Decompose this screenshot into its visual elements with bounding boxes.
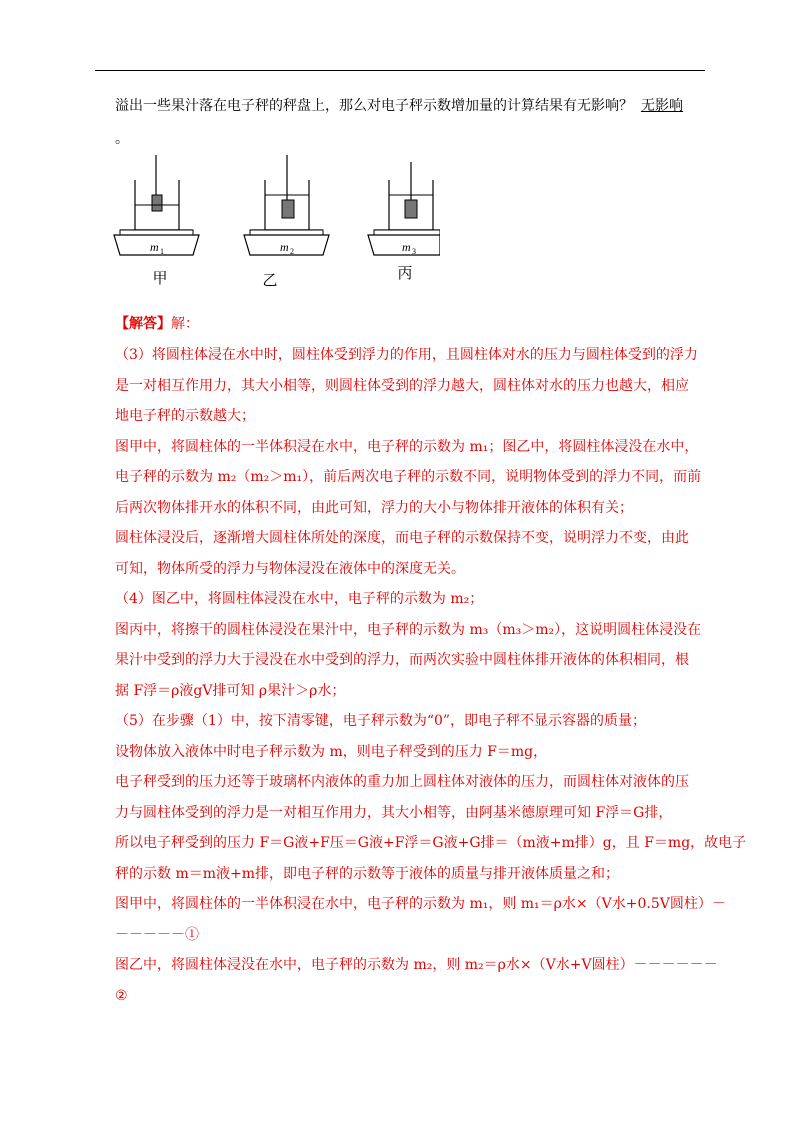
solution-line: 可知，物体所受的浮力与物体浸没在液体中的深度无关。 [115,560,465,577]
solution-line: 电子秤的示数为 m₂（m₂＞m₁），前后两次电子秤的示数不同，说明物体受到的浮力不同，而前 [115,469,702,485]
solution-line: ② [115,987,128,1004]
scale-bing [368,162,440,282]
caption-jia: 甲 [152,269,168,287]
scale-jia-label: m [150,240,159,254]
scale-jia [114,155,199,287]
question-period: 。 [115,131,129,147]
solution-line: 图乙中，将圆柱体浸没在水中，电子秤的示数为 m₂，则 m₂＝ρ水×（V水+V圆柱）－－－－－－ [115,957,718,973]
solution-line: （3）将圆柱体浸在水中时，圆柱体受到浮力的作用，且圆柱体对水的压力与圆柱体受到的浮力 [115,347,698,363]
svg-text:3: 3 [412,247,416,256]
solution-line: 图甲中，将圆柱体的一半体积浸在水中，电子秤的示数为 m₁；图乙中，将圆柱体浸没在水中， [115,438,699,455]
solution-block [115,312,747,1011]
solution-line: 据 F浮＝ρ液gV排可知 ρ果汁＞ρ水； [115,682,346,699]
question-text: 溢出一些果汁落在电子秤的秤盘上，那么对电子秤示数增加量的计算结果有无影响？ [115,98,633,114]
solution-line: 设物体放入液体中时电子秤示数为 m，则电子秤受到的压力 F＝mg， [115,743,548,760]
solution-line: 是一对相互作用力，其大小相等，则圆柱体受到的浮力越大，圆柱体对水的压力也越大，相应 [115,377,689,394]
question-line [115,96,715,116]
scale-yi-label: m [280,240,289,254]
solution-line: 果汁中受到的浮力大于浸没在水中受到的浮力，而两次实验中圆柱体排开液体的体积相同，根 [115,652,689,668]
solution-line: 所以电子秤受到的压力 F＝G液+F压＝G液+F浮＝G液+G排＝（m液+m排）g，且 F＝mg，故电子 [115,835,747,851]
caption-bing: 丙 [397,264,413,282]
solution-line: （4）图乙中，将圆柱体浸没在水中，电子秤的示数为 m₂； [115,591,484,607]
solution-line: 圆柱体浸没后，逐渐增大圆柱体所处的深度，而电子秤的示数保持不变，说明浮力不变，由此 [115,530,689,546]
solution-line: 图丙中，将擦干的圆柱体浸没在果汁中，电子秤的示数为 m₃（m₃＞m₂），这说明圆柱体浸没在 [115,621,702,638]
solution-line: 图甲中，将圆柱体的一半体积浸在水中，电子秤的示数为 m₁，则 m₁＝ρ水×（V水+0.5V圆柱）－ [115,896,726,912]
question-answer: 无影响 [641,98,683,114]
solution-line: 电子秤受到的压力还等于玻璃杯内液体的重力加上圆柱体对液体的压力，而圆柱体对液体的压 [115,774,689,790]
scale-yi [244,155,329,289]
solution-line: 秤的示数 m＝m液+m排，即电子秤的示数等于液体的质量与排开液体质量之和； [115,865,620,882]
header-rule [95,70,705,71]
solution-line: －－－－－① [115,926,199,943]
solution-line: 力与圆柱体受到的浮力是一对相互作用力，其大小相等，由阿基米德原理可知 F浮＝G排， [115,804,673,821]
experiment-figure [110,150,440,290]
svg-text:1: 1 [160,247,164,256]
solution-header: 【解答】解： [115,316,199,332]
solution-line: 地电子秤的示数越大； [115,408,255,424]
svg-text:2: 2 [290,247,294,256]
solution-line: （5）在步骤（1）中，按下清零键，电子秤示数为“0”，即电子秤不显示容器的质量； [115,713,647,729]
caption-yi: 乙 [262,271,278,289]
scale-bing-label: m [402,240,411,254]
solution-line: 后两次物体排开水的体积不同，由此可知，浮力的大小与物体排开液体的体积有关； [115,499,633,516]
